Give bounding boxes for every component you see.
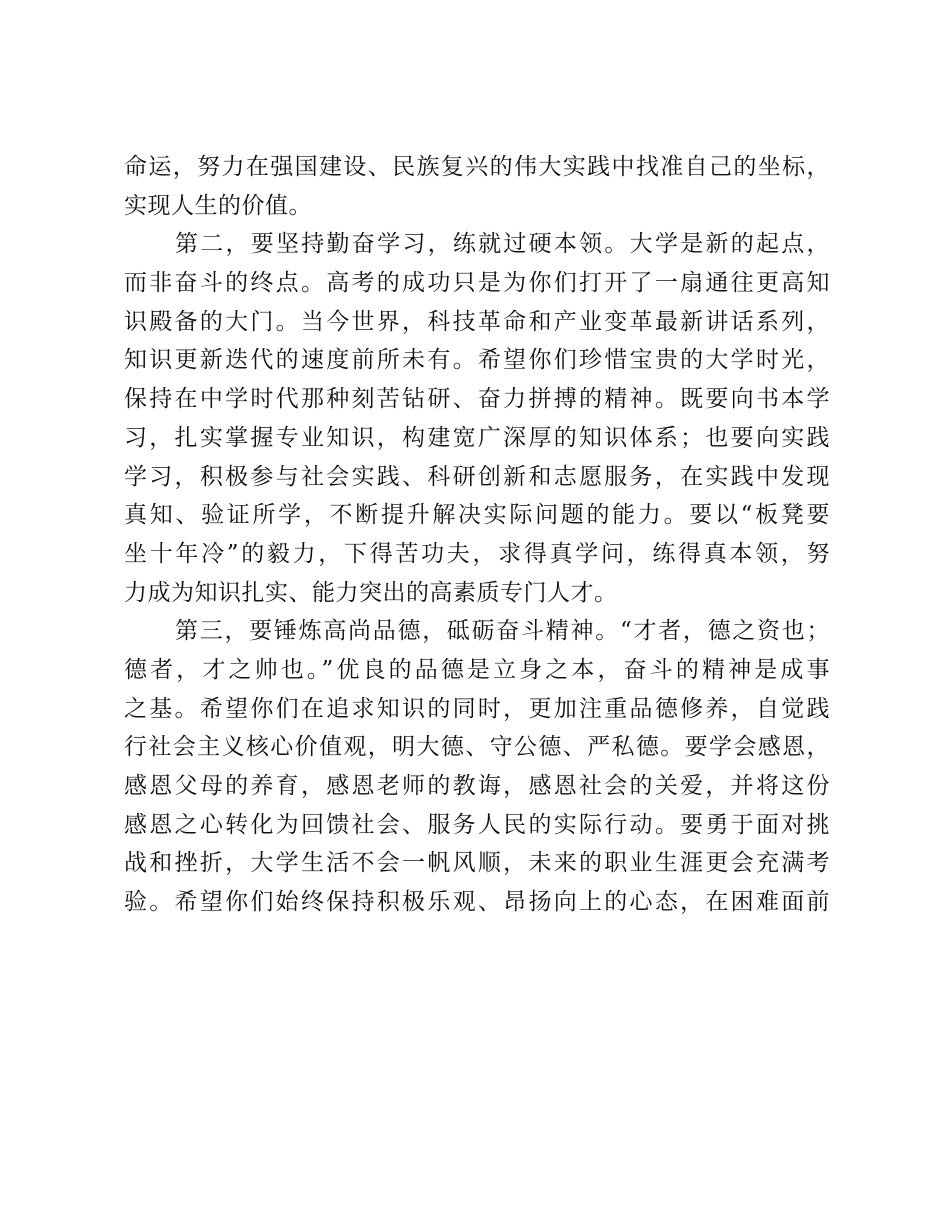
paragraph-line: 识殿备的大门。当今世界，科技革命和产业变革最新讲话系列， [124, 308, 830, 335]
paragraph-line: 真知、验证所学，不断提升解决实际问题的能力。要以“板凳要 [124, 502, 830, 529]
paragraph-line: 实现人生的价值。 [124, 192, 312, 219]
paragraph-line: 习，扎实掌握专业知识，构建宽广深厚的知识体系；也要向实践 [124, 424, 830, 451]
paragraph-line: 保持在中学时代那种刻苦钻研、奋力拼搏的精神。既要向书本学 [124, 386, 830, 413]
paragraph-line: 命运，努力在强国建设、民族复兴的伟大实践中找准自己的坐标， [124, 154, 830, 180]
paragraph-line: 学习，积极参与社会实践、科研创新和志愿服务，在实践中发现 [124, 463, 830, 490]
document-body [124, 148, 830, 922]
paragraph-line: 第三，要锤炼高尚品德，砥砺奋斗精神。“才者，德之资也； [175, 618, 830, 645]
paragraph-line: 验。希望你们始终保持积极乐观、昂扬向上的心态，在困难面前 [124, 889, 830, 916]
paragraph-1 [124, 148, 830, 225]
paragraph-line: 坐十年冷”的毅力，下得苦功夫，求得真学问，练得真本领，努 [124, 540, 830, 567]
paragraph-line: 战和挫折，大学生活不会一帆风顺，未来的职业生涯更会充满考 [124, 850, 830, 877]
paragraph-line: 感恩之心转化为回馈社会、服务人民的实际行动。要勇于面对挑 [124, 811, 830, 838]
paragraph-line: 第二，要坚持勤奋学习，练就过硬本领。大学是新的起点， [175, 231, 830, 258]
paragraph-line: 之基。希望你们在追求知识的同时，更加注重品德修养，自觉践 [124, 695, 830, 722]
paragraph-line: 感恩父母的养育，感恩老师的教诲，感恩社会的关爱，并将这份 [124, 773, 830, 799]
paragraph-line: 而非奋斗的终点。高考的成功只是为你们打开了一扇通往更高知 [124, 270, 830, 297]
paragraph-3 [124, 612, 830, 922]
paragraph-line: 知识更新迭代的速度前所未有。希望你们珍惜宝贵的大学时光， [124, 347, 830, 374]
paragraph-line: 力成为知识扎实、能力突出的高素质专门人才。 [124, 579, 618, 606]
paragraph-line: 德者，才之帅也。”优良的品德是立身之本，奋斗的精神是成事 [124, 656, 830, 683]
paragraph-line: 行社会主义核心价值观，明大德、守公德、严私德。要学会感恩， [124, 734, 830, 761]
paragraph-2 [124, 225, 830, 612]
